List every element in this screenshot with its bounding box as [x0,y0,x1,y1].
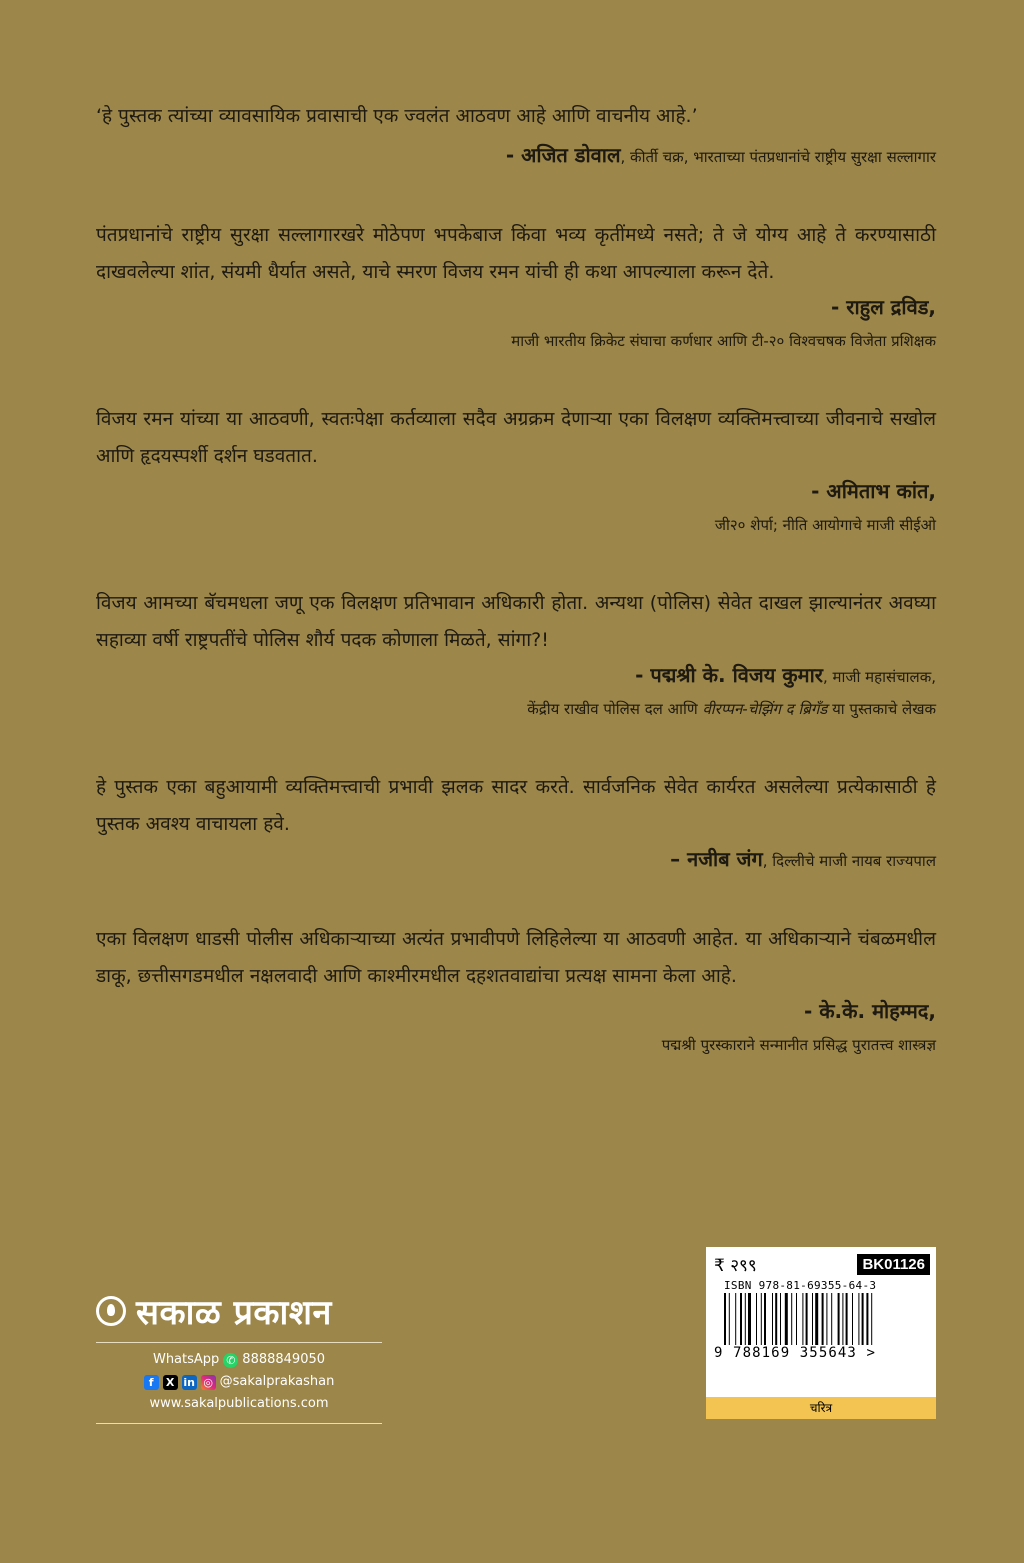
book-code: BK01126 [857,1254,930,1275]
publisher-name: सकाळ प्रकाशन [136,1293,332,1333]
barcode-header [706,1247,936,1277]
endorsements [96,98,936,1105]
genre-label: चरित्र [706,1397,936,1419]
author-name: - के.के. मोहम्मद, [803,999,936,1023]
publisher-logo [96,1288,382,1334]
endorsement-dravid [96,217,936,357]
quote-text: पंतप्रधानांचे राष्ट्रीय सुरक्षा सल्लागारखरे मोठेपण भपकेबाज किंवा भव्य कृतींमध्ये नसते; ते जे योग्य आहे ते करण्यासाठी दाखवलेल्या शांत, संयमी धैर्यात असते, याचे स्मरण विजय रमन यांची ही कथा आपल्याला करून देते. [96,224,936,283]
quote-text: विजय आमच्या बॅचमधला जणू एक विलक्षण प्रतिभावान अधिकारी होता. अन्यथा (पोलिस) सेवेत दाखल झाल्यानंतर अवघ्या सहाव्या वर्षी राष्ट्रपतींचे पोलिस शौर्य पदक कोणाला मिळते, सांगा?! [96,592,936,651]
author-name: - अजित डोवाल [505,143,621,167]
barcode-digits: 9 788169 355643 > [714,1345,876,1361]
barcode-panel [706,1247,936,1419]
facebook-icon: f [144,1375,159,1390]
social-line [96,1371,382,1393]
website-line [96,1393,382,1415]
quote-attribution [96,139,936,173]
x-icon: X [163,1375,178,1390]
author-name: - अमिताभ कांत, [811,479,936,503]
author-name-line [96,475,936,509]
whatsapp-label: WhatsApp [152,1352,220,1367]
publisher-block [96,1288,382,1430]
divider [96,1423,382,1424]
author-name: - राहुल द्रविड, [831,295,936,319]
instagram-icon: ◎ [201,1375,216,1390]
quote-text: विजय रमन यांच्या या आठवणी, स्वतःपेक्षा कर्तव्याला सदैव अग्रक्रम देणाऱ्या एका विलक्षण व्यक्तिमत्त्वाच्या जीवनाचे सखोल आणि हृदयस्पर्शी दर्शन घडवतात. [96,408,936,467]
author-name-line [96,995,936,1029]
endorsement-jung [96,769,936,877]
endorsement-doval [96,98,936,173]
divider [96,1342,382,1343]
website: www.sakalpublications.com [149,1396,329,1411]
role-text: या पुस्तकाचे लेखक [827,700,936,718]
quote-text: हे पुस्तक एका बहुआयामी व्यक्तिमत्त्वाची प्रभावी झलक सादर करते. सार्वजनिक सेवेत कार्यरत असलेल्या प्रत्येकासाठी हे पुस्तक अवश्य वाचायला हवे. [96,776,936,835]
endorsement-vijay-kumar [96,585,936,725]
barcode-bars [724,1293,920,1345]
author-name-line [96,291,936,325]
endorsement-mohammed [96,921,936,1061]
author-role: , माजी महासंचालक, [822,668,936,686]
price: ₹ २९९ [714,1255,757,1276]
book-title: वीरप्पन-चेझिंग द ब्रिगँड [702,700,828,718]
quote-text: ‘हे पुस्तक त्यांच्या व्यावसायिक प्रवासाची एक ज्वलंत आठवण आहे आणि वाचनीय आहे.’ [96,105,698,127]
isbn: ISBN 978-81-69355-64-3 [724,1279,877,1292]
whatsapp-number: 8888849050 [242,1352,326,1367]
endorsement-kant [96,401,936,541]
social-handle: @sakalprakashan [219,1374,335,1389]
author-role: माजी भारतीय क्रिकेट संघाचा कर्णधार आणि टी-२० विश्वचषक विजेता प्रशिक्षक [511,332,936,350]
publisher-emblem-icon [96,1296,126,1326]
author-role: , दिल्लीचे माजी नायब राज्यपाल [762,852,936,870]
whatsapp-line [96,1349,382,1371]
author-role-line-2 [96,693,936,725]
author-role: पद्मश्री पुरस्काराने सन्मानीत प्रसिद्ध पुरातत्त्व शास्त्रज्ञ [661,1036,936,1054]
author-role: जी२० शेर्पा; नीति आयोगाचे माजी सीईओ [714,516,936,534]
quote-attribution [96,659,936,693]
author-name: – नजीब जंग [670,847,763,871]
author-name: - पद्मश्री के. विजय कुमार [635,663,823,687]
whatsapp-icon: ✆ [223,1353,238,1368]
quote-text: एका विलक्षण धाडसी पोलीस अधिकाऱ्याच्या अत्यंत प्रभावीपणे लिहिलेल्या या आठवणी आहेत. या अधिकाऱ्याने चंबळमधील डाकू, छत्तीसगडमधील नक्षलवादी आणि काश्मीरमधील दहशतवाद्यांचा प्रत्यक्ष सामना केला आहे. [96,928,936,987]
author-role: , कीर्ती चक्र, भारताच्या पंतप्रधानांचे राष्ट्रीय सुरक्षा सल्लागार [620,148,936,166]
linkedin-icon: in [183,1375,195,1389]
role-text: केंद्रीय राखीव पोलिस दल आणि [527,700,703,718]
quote-attribution [96,843,936,877]
